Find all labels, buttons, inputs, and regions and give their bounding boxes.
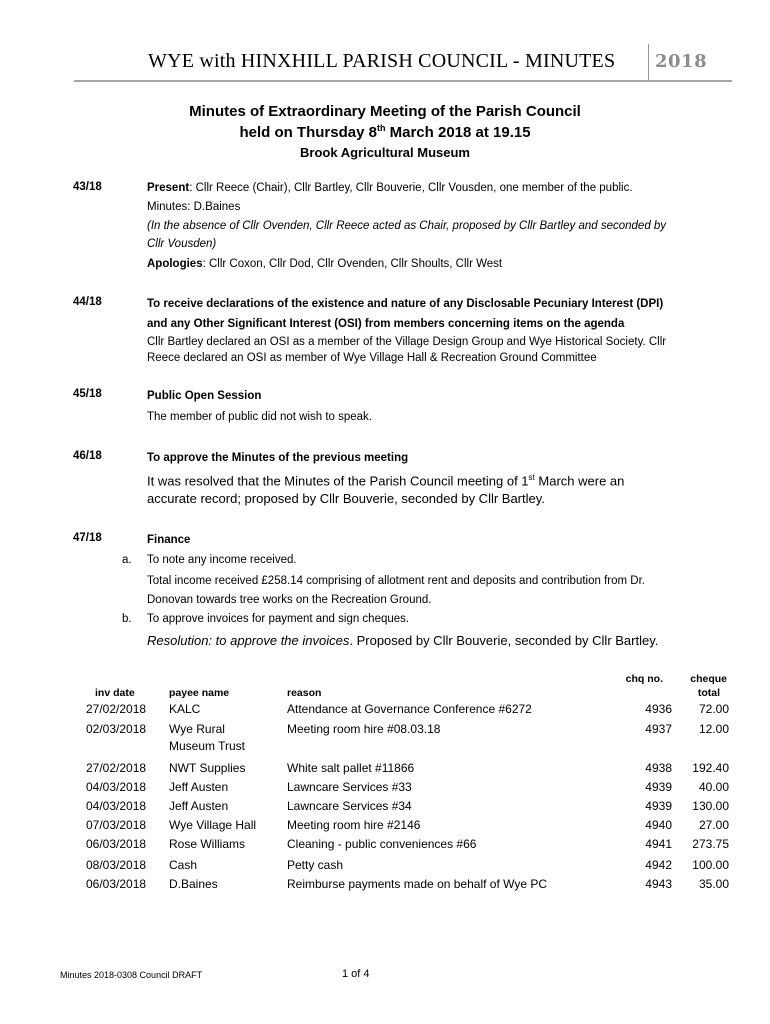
chair-note-line2: Cllr Vousden) [147,238,217,250]
cell-chq-no: 4941 [645,837,672,851]
cell-chq-no: 4939 [645,799,672,813]
finance-b-text: To approve invoices for payment and sign cheques. [147,613,410,625]
cell-payee: NWT Supplies [169,761,246,775]
col-header-total: total [697,687,720,699]
cell-payee-line2: Museum Trust [169,739,246,753]
header-rule [74,80,732,82]
cell-payee: Cash [169,858,198,872]
cell-payee: Rose Williams [169,837,246,851]
cell-total: 27.00 [698,818,729,832]
meeting-title: Minutes of Extraordinary Meeting of the Parish Council [189,103,581,120]
previous-minutes-body-line2: accurate record; proposed by Cllr Bouverie, seconded by Cllr Bartley. [147,491,545,506]
col-header-payee: payee name [169,687,230,699]
declarations-heading-line1: To receive declarations of the existence and nature of any Disclosable Pecuniary Interest (DPI) [147,298,664,310]
meeting-date: held on Thursday 8th March 2018 at 19.15 [239,123,531,141]
header-divider [648,44,649,82]
col-header-reason: reason [287,687,322,699]
cell-reason: Lawncare Services #34 [287,799,412,813]
cell-total: 12.00 [698,722,729,736]
cell-payee: Jeff Austen [169,780,229,794]
cell-date: 27/02/2018 [86,702,147,716]
cell-total: 192.40 [692,761,729,775]
col-header-chq-no: chq no. [625,673,663,685]
cell-chq-no: 4937 [645,722,672,736]
finance-heading: Finance [147,534,191,546]
cell-payee: Wye Rural [169,722,225,736]
minutes-taker: Minutes: D.Baines [147,201,241,213]
cell-date: 06/03/2018 [86,877,147,891]
finance-a-text: To note any income received. [147,554,297,566]
public-session-heading: Public Open Session [147,390,262,402]
cell-date: 04/03/2018 [86,780,147,794]
header-title: WYE with HINXHILL PARISH COUNCIL - MINUTES [148,50,616,72]
apologies-line: Apologies: Cllr Coxon, Cllr Dod, Cllr Ovenden, Cllr Shoults, Cllr West [147,258,503,270]
cell-chq-no: 4942 [645,858,672,872]
declarations-body-line2: Reece declared an OSI as member of Wye Village Hall & Recreation Ground Committee [147,352,597,364]
resolution-line: Resolution: to approve the invoices. Proposed by Cllr Bouverie, seconded by Cllr Bartley. [147,633,659,648]
cell-total: 40.00 [698,780,729,794]
cell-date: 02/03/2018 [86,722,147,736]
col-header-cheque: cheque [690,673,727,685]
item-number-43: 43/18 [73,181,102,193]
cell-reason: Meeting room hire #08.03.18 [287,722,441,736]
footer-page-number: 1 of 4 [342,968,370,980]
item-number-47: 47/18 [73,532,102,544]
cell-chq-no: 4940 [645,818,672,832]
cell-total: 100.00 [692,858,729,872]
cell-reason: Petty cash [287,858,344,872]
cell-reason: Attendance at Governance Conference #6272 [287,702,532,716]
cell-payee: Jeff Austen [169,799,229,813]
cell-date: 04/03/2018 [86,799,147,813]
declarations-body-line1: Cllr Bartley declared an OSI as a member of the Village Design Group and Wye Historical Society. Cllr [147,336,667,348]
cell-chq-no: 4936 [645,702,672,716]
cell-total: 35.00 [698,877,729,891]
previous-minutes-heading: To approve the Minutes of the previous meeting [147,452,409,464]
cell-chq-no: 4943 [645,877,672,891]
cell-reason: Reimburse payments made on behalf of Wye PC [287,877,548,891]
cell-reason: White salt pallet #11866 [287,761,415,775]
cell-reason: Lawncare Services #33 [287,780,412,794]
cell-total: 273.75 [692,837,729,851]
previous-minutes-body-line1: It was resolved that the Minutes of the Parish Council meeting of 1st March were an [147,473,625,489]
meeting-location: Brook Agricultural Museum [300,145,470,160]
item-number-45: 45/18 [73,388,102,400]
finance-marker-b: b. [122,613,132,625]
present-line: Present: Cllr Reece (Chair), Cllr Bartley, Cllr Bouverie, Cllr Vousden, one member of the public. [147,182,633,194]
cell-reason: Meeting room hire #2146 [287,818,421,832]
item-number-46: 46/18 [73,450,102,462]
cell-payee: Wye Village Hall [169,818,257,832]
public-session-body: The member of public did not wish to speak. [147,411,373,423]
income-line1: Total income received £258.14 comprising of allotment rent and deposits and contribution from Dr. [147,575,645,587]
cell-date: 07/03/2018 [86,818,147,832]
chair-note-line1: (In the absence of Cllr Ovenden, Cllr Reece acted as Chair, proposed by Cllr Bartley and seconded by [147,220,667,232]
cell-date: 06/03/2018 [86,837,147,851]
cell-chq-no: 4938 [645,761,672,775]
cell-date: 08/03/2018 [86,858,147,872]
cell-total: 130.00 [692,799,729,813]
footer-doc-name: Minutes 2018-0308 Council DRAFT [60,970,203,980]
cell-payee: D.Baines [169,877,218,891]
cell-payee: KALC [169,702,201,716]
cell-reason: Cleaning - public conveniences #66 [287,837,477,851]
declarations-heading-line2: and any Other Significant Interest (OSI) from members concerning items on the agenda [147,318,625,330]
cell-chq-no: 4939 [645,780,672,794]
header-year: 2018 [655,51,708,72]
income-line2: Donovan towards tree works on the Recreation Ground. [147,594,432,606]
cell-date: 27/02/2018 [86,761,147,775]
finance-marker-a: a. [122,554,132,566]
col-header-inv-date: inv date [95,687,135,699]
cell-total: 72.00 [698,702,729,716]
item-number-44: 44/18 [73,296,102,308]
